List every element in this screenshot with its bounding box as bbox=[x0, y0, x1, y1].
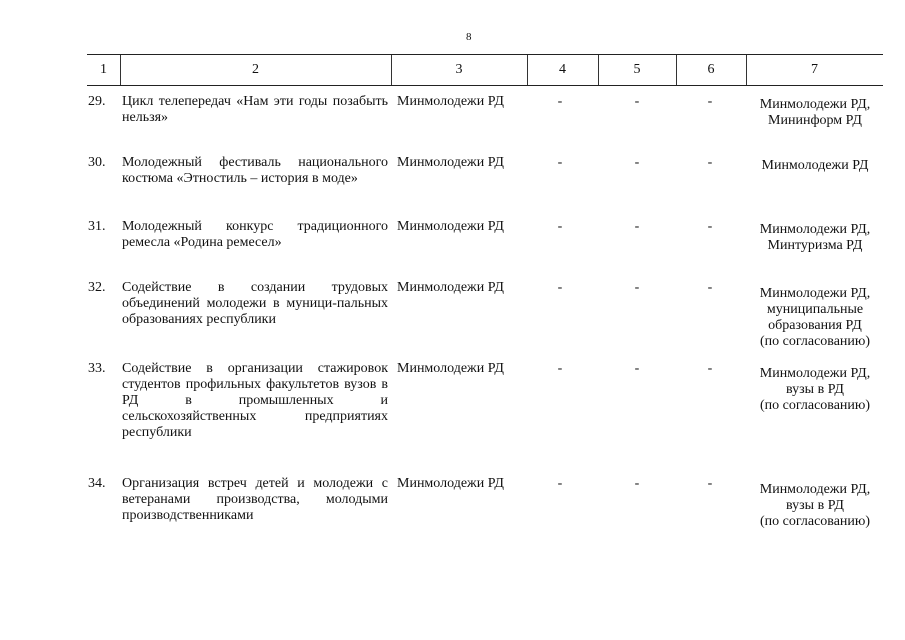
row-col6: - bbox=[707, 476, 713, 491]
row-number: 32. bbox=[88, 280, 106, 295]
partner-line: Минмолодежи РД, bbox=[759, 286, 871, 301]
row-col4: - bbox=[557, 361, 563, 376]
row-executor: Минмолодежи РД bbox=[397, 361, 504, 376]
row-col5: - bbox=[634, 94, 640, 109]
row-col6: - bbox=[707, 94, 713, 109]
row-executor: Минмолодежи РД bbox=[397, 155, 504, 170]
partner-line: (по согласованию) bbox=[759, 334, 871, 349]
row-col4: - bbox=[557, 219, 563, 234]
row-event-name: Молодежный фестиваль национального костюма «Этностиль – история в моде» bbox=[122, 155, 388, 186]
partner-line: вузы в РД bbox=[786, 382, 844, 397]
row-event-name: Содействие в создании трудовых объединений молодежи в муници-пальных образованиях республики bbox=[122, 280, 388, 327]
row-col6: - bbox=[707, 361, 713, 376]
partner-line: Мининформ РД bbox=[768, 113, 862, 128]
row-event-name: Содействие в организации стажировок студентов профильных факультетов вузов в РД в промышленных и сельскохозяйственных предприятиях республики bbox=[122, 361, 388, 440]
partner-line: Минмолодежи РД, bbox=[759, 222, 871, 237]
row-executor: Минмолодежи РД bbox=[397, 219, 504, 234]
header-col-1: 1 bbox=[100, 62, 107, 77]
row-executor: Минмолодежи РД bbox=[397, 94, 504, 109]
header-col-2: 2 bbox=[252, 62, 259, 77]
row-partners bbox=[740, 97, 890, 129]
row-number: 31. bbox=[88, 219, 106, 234]
partner-line: (по согласованию) bbox=[759, 514, 871, 529]
partner-line: Минмолодежи РД, bbox=[759, 97, 871, 112]
partner-line: образования РД bbox=[768, 318, 862, 333]
row-col5: - bbox=[634, 155, 640, 170]
partner-line: муниципальные bbox=[766, 302, 864, 317]
page-number: 8 bbox=[466, 31, 472, 43]
partner-line: Минмолодежи РД bbox=[761, 158, 869, 173]
row-col4: - bbox=[557, 476, 563, 491]
row-partners bbox=[740, 482, 890, 530]
row-col5: - bbox=[634, 280, 640, 295]
row-partners bbox=[740, 286, 890, 350]
row-col4: - bbox=[557, 155, 563, 170]
row-number: 33. bbox=[88, 361, 106, 376]
partner-line: вузы в РД bbox=[786, 498, 844, 513]
row-col5: - bbox=[634, 219, 640, 234]
header-col-7: 7 bbox=[811, 62, 818, 77]
row-event-name: Организация встреч детей и молодежи с ветеранами производства, молодыми производственниками bbox=[122, 476, 388, 523]
row-number: 30. bbox=[88, 155, 106, 170]
row-executor: Минмолодежи РД bbox=[397, 476, 504, 491]
row-col6: - bbox=[707, 280, 713, 295]
row-col5: - bbox=[634, 476, 640, 491]
row-event-name: Молодежный конкурс традиционного ремесла «Родина ремесел» bbox=[122, 219, 388, 250]
row-col6: - bbox=[707, 155, 713, 170]
row-col6: - bbox=[707, 219, 713, 234]
row-partners bbox=[740, 366, 890, 414]
header-col-5: 5 bbox=[633, 62, 641, 77]
partner-line: Минтуризма РД bbox=[767, 238, 863, 253]
partner-line: Минмолодежи РД, bbox=[759, 482, 871, 497]
row-partners bbox=[740, 222, 890, 254]
partner-line: Минмолодежи РД, bbox=[759, 366, 871, 381]
header-col-4: 4 bbox=[559, 62, 566, 77]
row-partners bbox=[740, 158, 890, 174]
row-col5: - bbox=[634, 361, 640, 376]
partner-line: (по согласованию) bbox=[759, 398, 871, 413]
row-executor: Минмолодежи РД bbox=[397, 280, 504, 295]
row-col4: - bbox=[557, 94, 563, 109]
header-col-6: 6 bbox=[707, 62, 715, 77]
header-col-3: 3 bbox=[455, 62, 463, 77]
row-col4: - bbox=[557, 280, 563, 295]
row-number: 34. bbox=[88, 476, 106, 491]
row-event-name: Цикл телепередач «Нам эти годы позабыть нельзя» bbox=[122, 94, 388, 125]
row-number: 29. bbox=[88, 94, 106, 109]
